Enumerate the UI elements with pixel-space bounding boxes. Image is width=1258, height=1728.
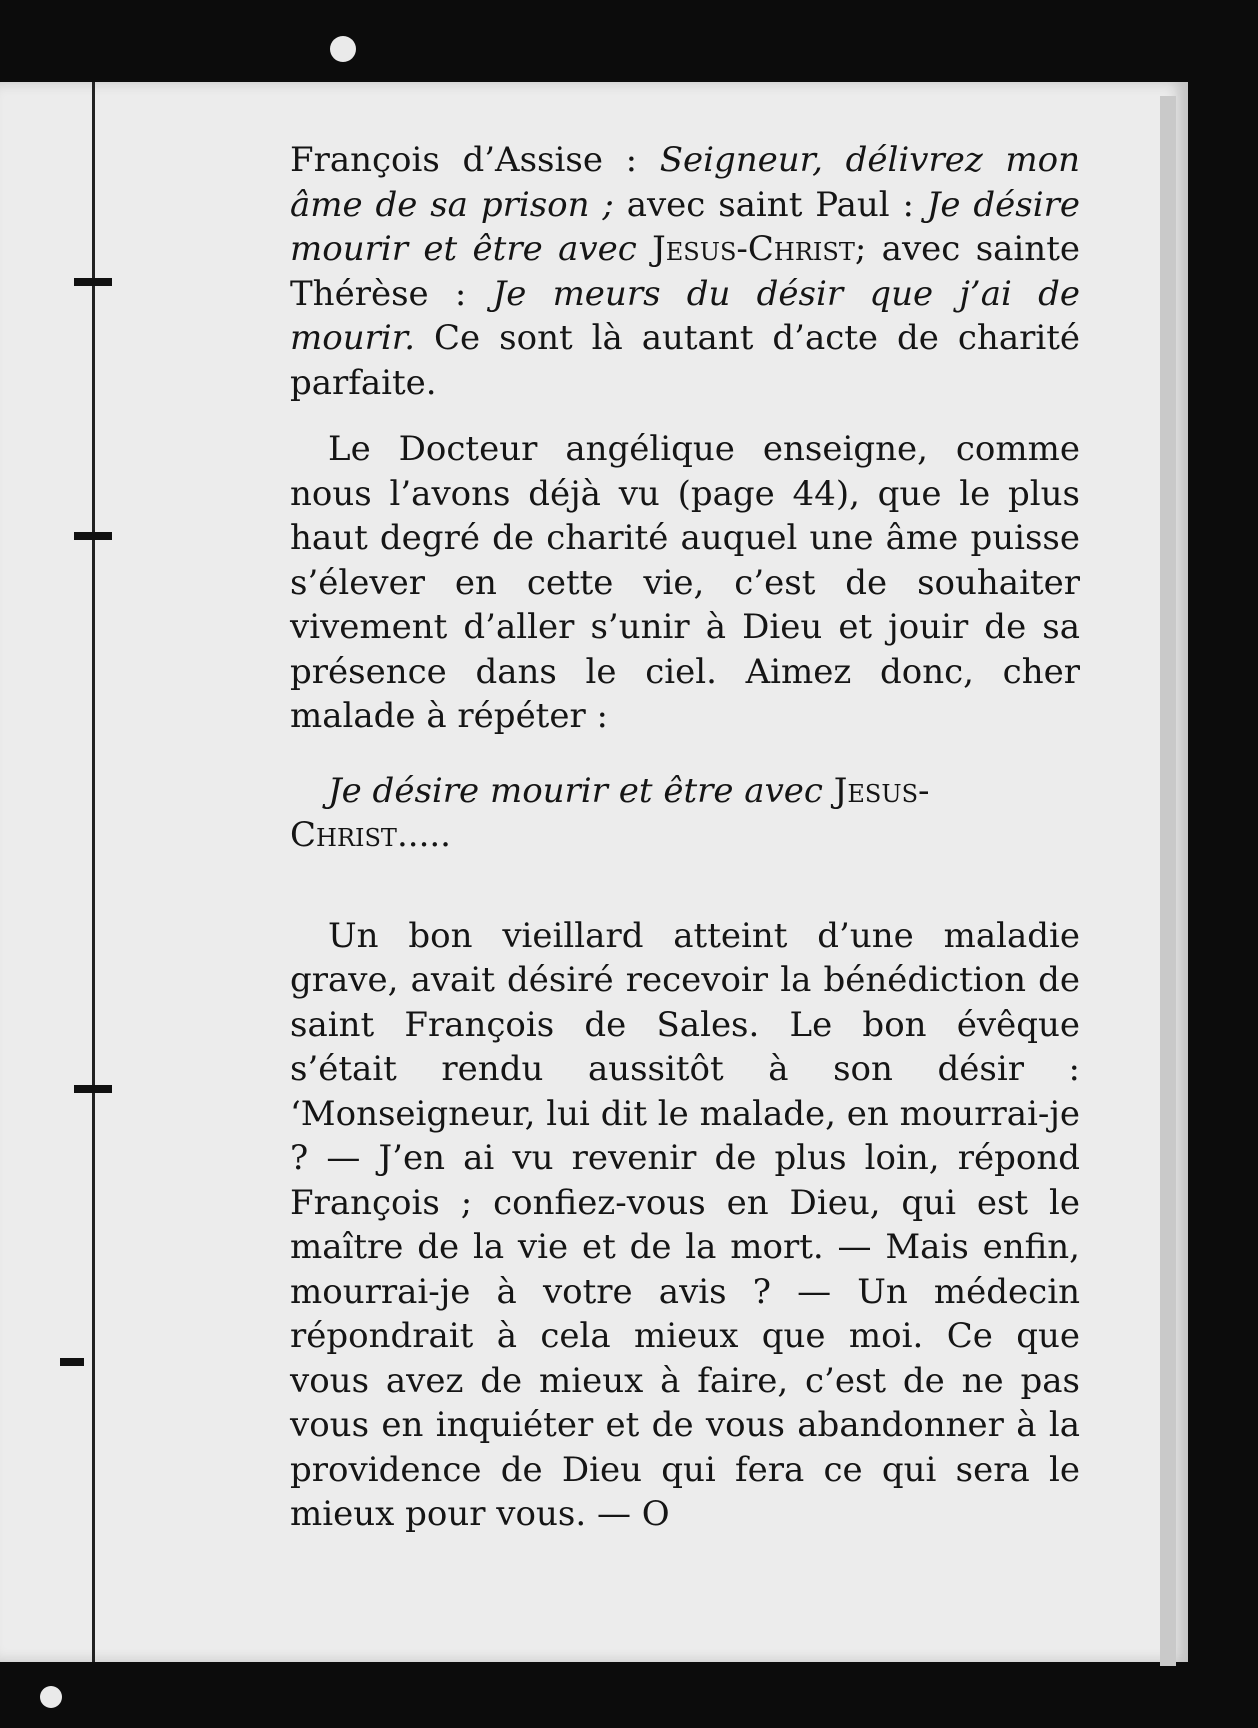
verse-line [290, 769, 1080, 858]
paragraph-2: Le Docteur angélique enseigne, comme nous l’avons déjà vu (page 44), que le plus haut degré de charité auquel une âme puisse s’élever en cette vie, c’est de souhaiter vivement d’aller s’unir à Dieu et jouir de sa présence dans le ciel. Aimez donc, cher malade à répéter : [290, 429, 1080, 736]
binding-mark [74, 532, 112, 540]
binding-mark [74, 278, 112, 286]
text-run: ; avec sainte Thérèse : [290, 229, 1080, 314]
text-run: avec saint Paul : [613, 184, 927, 225]
binding-mark [60, 1358, 84, 1366]
text-run: Ce sont là autant d’acte de charité parfaite. [290, 318, 1080, 403]
page-text [290, 138, 1080, 1559]
text-run-smallcaps: Jesus-Christ [652, 229, 855, 269]
text-run-italic: Seigneur, délivrez mon âme de sa prison ; [290, 140, 1080, 225]
corner-speck [40, 1686, 62, 1708]
paragraph-1 [290, 138, 1080, 405]
text-run: François d’Assise : [290, 140, 660, 180]
verse-name: Jesus-Christ [290, 770, 930, 855]
binding-mark [74, 1085, 112, 1093]
corner-speck [330, 36, 356, 62]
verse-italic: Je désire mourir et être avec [328, 770, 823, 811]
page-edge [1160, 96, 1176, 1666]
binding-line [92, 82, 95, 1662]
text-run-italic: Je désire mourir et être avec [290, 184, 1080, 269]
verse-trail: ..... [396, 815, 451, 855]
paragraph-3: Un bon vieillard atteint d’une maladie grave, avait désiré recevoir la bénédiction de saint François de Sales. Le bon évêque s’était rendu aussitôt à son désir : ‘Monseigneur, lui dit le malade, en mourrai-je ? — J’en ai vu revenir de plus loin, répond François ; confiez-vous en Dieu, qui est le maître de la vie et de la mort. — Mais enfin, mourrai-je à votre avis ? — Un médecin répondrait à cela mieux que moi. Ce que vous avez de mieux à faire, c’est de ne pas vous en inquiéter et de vous abandonner à la providence de Dieu qui fera ce qui sera le mieux pour vous. — O [290, 915, 1081, 1534]
text-run-italic: Je meurs du désir que j’ai de mourir. [290, 273, 1080, 358]
text-run [637, 229, 652, 269]
